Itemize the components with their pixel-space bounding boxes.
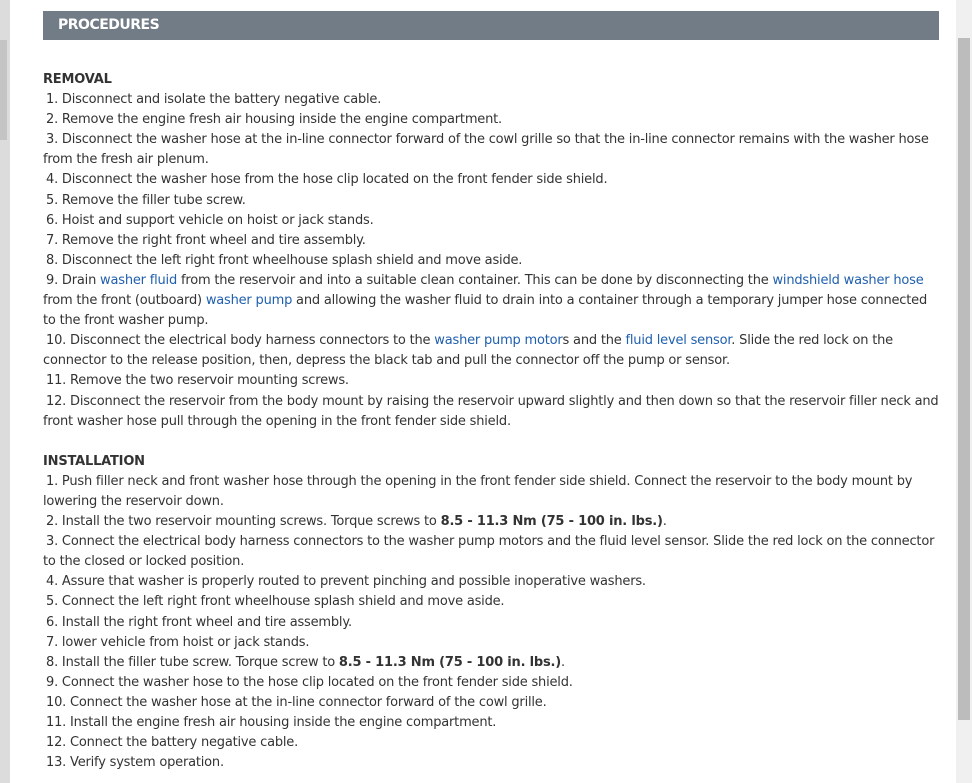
installation-step — [43, 753, 939, 773]
glossary-link[interactable]: washer fluid — [100, 272, 178, 288]
removal-steps-list — [43, 90, 939, 432]
step-text: . — [662, 514, 667, 530]
installation-step — [43, 592, 939, 612]
step-text: 5. Connect the left right front wheelhouse splash shield and move aside. — [46, 594, 505, 610]
step-text: 8. Install the filler tube screw. Torque screw to — [46, 654, 339, 670]
step-text: 4. Disconnect the washer hose from the hose clip located on the front fender side shield. — [46, 172, 608, 188]
step-text: 6. Install the right front wheel and tire assembly. — [46, 614, 352, 630]
step-text: 4. Assure that washer is properly routed to prevent pinching and possible inoperative washers. — [46, 574, 646, 590]
step-text: 7. Remove the right front wheel and tire assembly. — [46, 232, 366, 248]
step-text: 3. Disconnect the washer hose at the in-line connector forward of the cowl grille so that the in-line connector remains with the washer hose from the fresh air plenum. — [43, 132, 929, 168]
installation-step — [43, 633, 939, 653]
step-text: 2. Install the two reservoir mounting screws. Torque screws to — [46, 514, 441, 530]
step-text: 7. lower vehicle from hoist or jack stands. — [46, 634, 310, 650]
step-text: 10. Connect the washer hose at the in-line connector forward of the cowl grille. — [46, 694, 547, 710]
removal-step — [43, 271, 939, 331]
step-text: 2. Remove the engine fresh air housing inside the engine compartment. — [46, 112, 502, 128]
step-text: and allowing the washer fluid to drain into a container through a temporary jumper hose connected to the front washer pump. — [43, 293, 927, 329]
glossary-link[interactable]: fluid level sensor — [625, 333, 732, 349]
step-text: 1. Push filler neck and front washer hose through the opening in the front fender side shield. Connect the reservoir to the body mount by lowering the reservoir down. — [43, 473, 913, 509]
glossary-link[interactable]: washer pump motor — [434, 333, 563, 349]
removal-step — [43, 211, 939, 231]
step-text: 11. Remove the two reservoir mounting screws. — [46, 373, 349, 389]
step-text: 11. Install the engine fresh air housing inside the engine compartment. — [46, 715, 497, 730]
step-text: s and the — [562, 333, 626, 349]
installation-step — [43, 673, 939, 693]
removal-step — [43, 191, 939, 211]
left-scrollbar-thumb[interactable] — [0, 40, 7, 140]
procedure-panel — [10, 0, 956, 783]
installation-step — [43, 472, 939, 512]
step-text: from the front (outboard) — [43, 293, 206, 309]
step-text: 6. Hoist and support vehicle on hoist or jack stands. — [46, 212, 374, 228]
removal-step — [43, 110, 939, 130]
step-text: from the reservoir and into a suitable clean container. This can be done by disconnecting the — [177, 272, 773, 288]
removal-step — [43, 392, 939, 432]
torque-spec: 8.5 - 11.3 Nm (75 - 100 in. lbs.) — [338, 654, 562, 670]
installation-step — [43, 512, 939, 532]
step-text: 10. Disconnect the electrical body harness connectors to the — [46, 333, 435, 349]
step-text: 1. Disconnect and isolate the battery negative cable. — [46, 92, 382, 108]
step-text: . Slide the red lock on the connector to the release position, then, depress the black tab and pull the connector off the pump or sensor. — [43, 333, 893, 369]
installation-step — [43, 733, 939, 753]
removal-step — [43, 170, 939, 190]
installation-step — [43, 572, 939, 592]
procedure-content — [43, 70, 939, 773]
glossary-link[interactable]: washer pump — [205, 293, 293, 309]
installation-step — [43, 613, 939, 633]
step-text: 8. Disconnect the left right front wheelhouse splash shield and move aside. — [46, 252, 523, 268]
removal-step — [43, 371, 939, 391]
left-scrollbar[interactable] — [0, 0, 10, 783]
step-text: . — [561, 654, 565, 670]
installation-steps-list — [43, 472, 939, 773]
procedures-header: PROCEDURES — [43, 11, 939, 40]
removal-step — [43, 231, 939, 251]
removal-step — [43, 90, 939, 110]
removal-step — [43, 130, 939, 170]
installation-step — [43, 713, 939, 733]
step-text: 5. Remove the filler tube screw. — [46, 192, 246, 208]
step-text: 9. Drain — [46, 272, 101, 288]
torque-spec: 8.5 - 11.3 Nm (75 - 100 in. lbs.) — [440, 514, 663, 530]
step-text: 3. Connect the electrical body harness connectors to the washer pump motors and the fluid level sensor. Slide the red lock on the connector to the closed or locked position. — [43, 534, 935, 570]
step-text: 12. Disconnect the reservoir from the body mount by raising the reservoir upward slightly and then down so that the reservoir filler neck and front washer hose pull through the opening in the front fender side shield. — [43, 393, 939, 429]
removal-step — [43, 251, 939, 271]
step-text: 12. Connect the battery negative cable. — [46, 735, 299, 751]
removal-title: REMOVAL — [43, 72, 112, 87]
step-text: 13. Verify system operation. — [46, 755, 224, 771]
installation-title: INSTALLATION — [43, 453, 145, 469]
glossary-link[interactable]: windshield washer hose — [772, 272, 924, 288]
scrollbar-thumb[interactable] — [958, 38, 970, 720]
installation-step — [43, 653, 939, 673]
removal-step — [43, 331, 939, 371]
installation-step — [43, 693, 939, 713]
installation-step — [43, 532, 939, 572]
step-text: 9. Connect the washer hose to the hose clip located on the front fender side shield. — [46, 674, 573, 690]
